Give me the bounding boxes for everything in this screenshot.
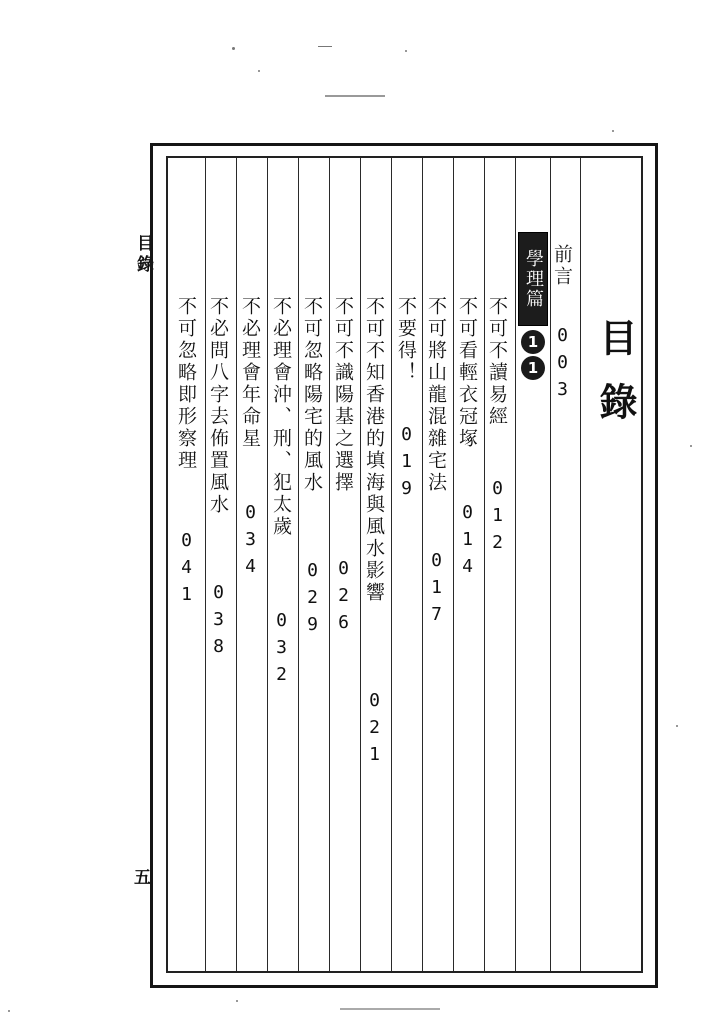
page-number: 五 (130, 868, 150, 885)
toc-entry-page: 032 (271, 610, 292, 691)
toc-entry-page: 019 (396, 424, 417, 505)
toc-entry-page: 034 (240, 502, 261, 583)
toc-entry-label: 不可忽略陽宅的風水 (301, 296, 323, 494)
toc-entry-page: 017 (426, 550, 447, 631)
column-rule (236, 158, 237, 971)
toc-entry (333, 296, 352, 494)
scan-speck (232, 47, 235, 50)
section-number (519, 330, 547, 380)
scan-speck (340, 1008, 440, 1010)
scan-speck (318, 46, 332, 47)
toc-entry-label: 不可忽略即形察理 (175, 296, 197, 472)
column-rule (422, 158, 423, 971)
scan-speck (236, 1000, 238, 1002)
scan-speck (612, 130, 614, 132)
section-heading: 學理篇 (518, 232, 548, 326)
toc-entry-label: 不可看輕衣冠塚 (456, 296, 478, 450)
scan-speck (676, 725, 678, 727)
toc-entry (426, 296, 445, 494)
toc-entry-page: 029 (302, 560, 323, 641)
toc-entry (240, 296, 259, 450)
column-rule (205, 158, 206, 971)
toc-entry-page: 012 (487, 478, 508, 559)
toc-entry-page-preface: 003 (552, 325, 573, 406)
toc-entry (302, 296, 321, 494)
scan-speck (8, 1010, 10, 1012)
scan-speck (258, 70, 260, 72)
toc-entry-label: 不可不讀易經 (486, 296, 508, 428)
toc-entry-page: 021 (364, 690, 385, 771)
column-rule (267, 158, 268, 971)
toc-entry-page: 014 (457, 502, 478, 583)
toc-entry-label: 不必問八字去佈置風水 (207, 296, 229, 516)
column-rule (580, 158, 581, 971)
scan-speck (690, 445, 692, 447)
column-rule (360, 158, 361, 971)
toc-entry (396, 296, 415, 384)
toc-entry-page: 038 (208, 582, 229, 663)
running-header: 目錄 (133, 234, 153, 276)
section-number-digit: 1 (521, 356, 545, 380)
toc-entry-page: 026 (333, 558, 354, 639)
column-rule (484, 158, 485, 971)
toc-entry (208, 296, 227, 516)
column-rule (453, 158, 454, 971)
toc-entry-label: 不可不知香港的填海與風水影響 (363, 296, 385, 604)
toc-entry-label: 不可不識陽基之選擇 (332, 296, 354, 494)
column-rule (298, 158, 299, 971)
toc-entry (457, 296, 476, 450)
toc-entry (176, 296, 195, 472)
toc-entry-preface (552, 244, 571, 288)
toc-entry (364, 296, 383, 604)
toc-entry-label: 不可將山龍混雜宅法 (425, 296, 447, 494)
column-rule (391, 158, 392, 971)
toc-entry-label: 不必理會沖、刑、犯太歲 (270, 296, 292, 538)
column-rule (329, 158, 330, 971)
toc-entry-page: 041 (176, 530, 197, 611)
toc-entry-label: 前言 (551, 244, 573, 288)
toc-title: 目錄 (593, 318, 637, 446)
section-number-digit: 1 (521, 330, 545, 354)
toc-entry (271, 296, 290, 538)
toc-entry-label: 不要得！ (395, 296, 417, 384)
toc-entry-label: 不必理會年命星 (239, 296, 261, 450)
column-rule (515, 158, 516, 971)
toc-entry (487, 296, 506, 428)
scan-speck (405, 50, 407, 52)
scan-speck (325, 95, 385, 97)
